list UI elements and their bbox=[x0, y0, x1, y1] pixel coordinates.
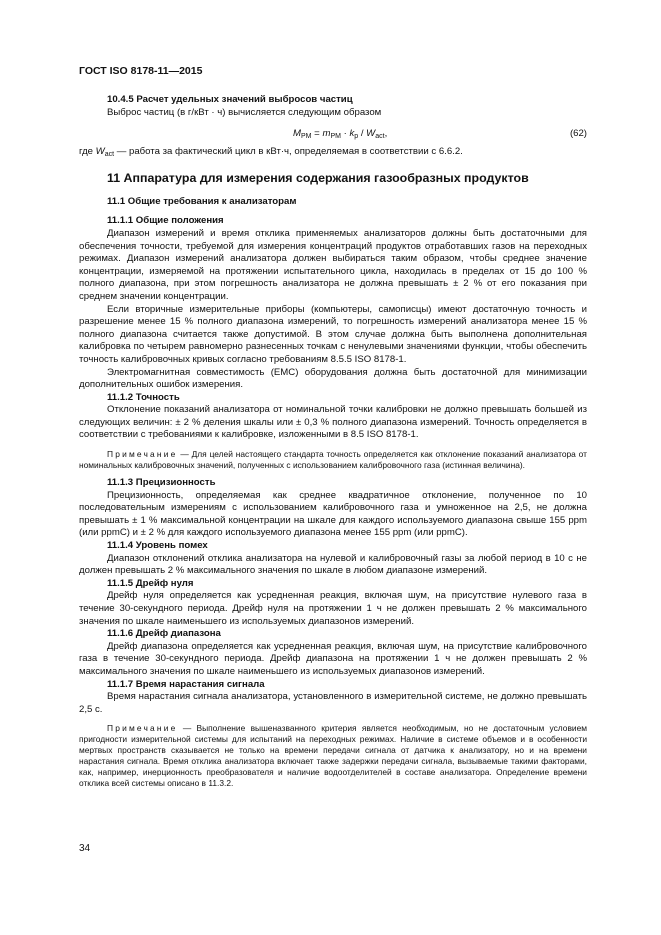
formula-number: (62) bbox=[569, 128, 587, 140]
section-11-1-6-heading: 11.1.6 Дрейф диапазона bbox=[107, 628, 221, 640]
section-11-1-2-note bbox=[79, 449, 587, 471]
section-11-1-5-paragraph-1: Дрейф нуля определяется как усредненная реакция, включая шум, на присутствие нулевого газа в течение 30-секундного периода. Дрейф нуля на протяжении 1 ч не должен превышать 2 % максимального значения по шкале наименьшего из используемых диапазонов измерений. bbox=[79, 590, 587, 627]
note-text: — Выполнение вышеназванного критерия является необходимым, но не достаточным условием пригодности измерительной системы для испытаний на переходных режимах. Наличие в системе объемов и в особенности мертвых пространств сказывается не только на времени передачи сигнала от датчика к анализатору, но и на времени нарастания сигнала. Время отклика анализатора включает также задержки передачи сигнала, вызываемые такими факторами, как, например, инерционность преобразователя и наличие водоотделителей в составе анализатора. Определение времени отклика всей системы описано в 11.3.2. bbox=[79, 723, 587, 789]
section-11-1-3-paragraph-1: Прецизионность, определяемая как среднее квадратичное отклонение, полученное по 10 последовательным измерениям с использованием калибровочного газа и умноженное на 2,5, не должна превышать ± 1 % максимальной концентрации на шкале для каждого используемого диапазона свыше 155 ppm (или ppmC) и ± 2 % для каждого используемого диапазона менее 155 ppm (или ppmC). bbox=[79, 489, 587, 539]
page-content bbox=[79, 94, 587, 795]
section-11-1-2-heading: 11.1.2 Точность bbox=[107, 391, 180, 403]
section-11-1-2-paragraph-1: Отклонение показаний анализатора от номинальной точки калибровки не должно превышать большей из следующих величин: ± 2 % деления шкалы или ± 0,3 % полного диапазона измерений. Точность определяется в соответствии с требованиями к калибровке, изложенными в 8.5 ISO 8178-1. bbox=[79, 404, 587, 441]
standard-header: ГОСТ ISO 8178-11—2015 bbox=[79, 65, 203, 77]
note-label: Примечание bbox=[107, 723, 178, 734]
section-11-1-heading: 11.1 Общие требования к анализаторам bbox=[107, 195, 297, 207]
section-11-heading: 11 Аппаратура для измерения содержания газообразных продуктов bbox=[107, 170, 529, 185]
section-10-4-5-text: Выброс частиц (в г/кВт · ч) вычисляется следующим образом bbox=[107, 106, 382, 118]
note-text: — Для целей настоящего стандарта точность определяется как отклонение показаний анализатора от номинальных калибровочных значений, полученных с использованием калибровочного газа (истинная величина). bbox=[79, 449, 587, 471]
section-11-1-4-paragraph-1: Диапазон отклонений отклика анализатора на нулевой и калибровочный газы за любой период в 10 с не должен превышать 2 % максимального значения по шкале в любом диапазоне измерений. bbox=[79, 552, 587, 577]
section-11-1-1-heading: 11.1.1 Общие положения bbox=[107, 215, 224, 227]
section-11-1-1-paragraph-3: Электромагнитная совместимость (EMC) оборудования должна быть достаточной для минимизации дополнительных ошибок измерения. bbox=[79, 366, 587, 391]
formula-62 bbox=[79, 124, 587, 144]
formula-expression: $M_{PM} = m_{PM} \cdot k_p / W_{act}$, bbox=[293, 128, 388, 141]
section-11-1-5-heading: 11.1.5 Дрейф нуля bbox=[107, 577, 194, 589]
section-11-1-6-paragraph-1: Дрейф диапазона определяется как усредненная реакция, включая шум, на присутствие калибровочного газа в течение 30-секундного периода. Дрейф диапазона на протяжении 1 ч не должен превышать 2 % максимального значения по шкале наименьшего из используемых диапазонов измерений. bbox=[79, 640, 587, 677]
section-11-1-1-paragraph-2: Если вторичные измерительные приборы (компьютеры, самописцы) имеют достаточную точность и разрешение менее 15 % полного диапазона измерений, то погрешность измерений анализатора менее 15 % полного диапазона считается также допустимой. В этом случае должна быть выполнена дополнительная калибровка по четырем равномерно разнесенных точкам с ненулевыми значениями функции, чтобы обеспечить точность калибровочных кривых согласно требованиям 8.5.5 ISO 8178-1. bbox=[79, 303, 587, 365]
section-11-1-7-heading: 11.1.7 Время нарастания сигнала bbox=[107, 678, 265, 690]
note-label: Примечание bbox=[107, 449, 178, 460]
section-11-1-3-heading: 11.1.3 Прецизионность bbox=[107, 477, 216, 489]
section-10-4-5-heading: 10.4.5 Расчет удельных значений выбросов частиц bbox=[107, 94, 353, 105]
section-11-1-7-paragraph-1: Время нарастания сигнала анализатора, установленного в измерительной системе, не должно превышать 2,5 с. bbox=[79, 691, 587, 715]
section-11-1-7-note bbox=[79, 723, 587, 789]
section-11-1-4-heading: 11.1.4 Уровень помех bbox=[107, 540, 208, 552]
formula-where-clause: где $W_{act}$ — работа за фактический цикл в кВт·ч, определяемая в соответствии с 6.6.2. bbox=[79, 146, 463, 159]
page-number: 34 bbox=[79, 843, 91, 854]
section-11-1-1-paragraph-1: Диапазон измерений и время отклика применяемых анализаторов должны быть достаточными для обеспечения точности, требуемой для измерения концентраций продуктов отработавших газов на переходных режимах. Диапазон измерений анализатора должен выбираться таким образом, чтобы среднее значение концентрации, измеряемой на протяжении испытательного цикла, находилась в пределах от 15 до 100 % полного диапазона, при этом погрешность анализатора не должна превышать ± 2 % от его показания при среднем значении концентрации. bbox=[79, 227, 587, 302]
